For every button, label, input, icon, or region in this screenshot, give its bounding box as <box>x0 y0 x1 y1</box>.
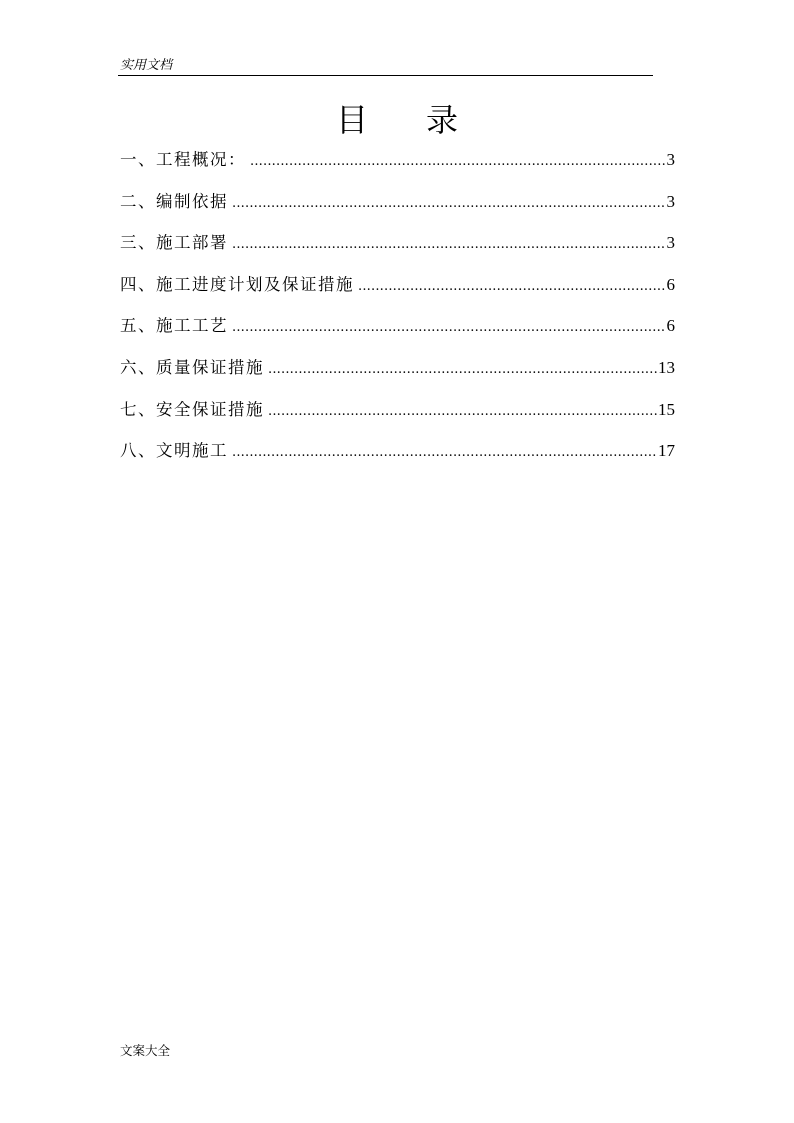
dot-leader <box>232 232 666 258</box>
toc-entry-page: 3 <box>666 150 675 169</box>
dot-leader <box>268 399 657 425</box>
toc-entry-7[interactable] <box>120 397 675 439</box>
toc-entry-5[interactable] <box>120 313 675 355</box>
dot-leader <box>232 191 666 217</box>
toc-title: 目录 <box>335 101 516 139</box>
toc-entry-label: 三、施工部署 <box>120 233 228 253</box>
toc-entry-page: 6 <box>666 316 675 336</box>
dot-leader <box>268 357 657 383</box>
toc-entry-4[interactable] <box>120 272 675 314</box>
toc-entry-label: 四、施工进度计划及保证措施 <box>120 274 354 294</box>
dot-leader <box>232 440 657 466</box>
toc-entry-1[interactable] <box>120 147 675 189</box>
toc-entry-8[interactable] <box>120 438 675 480</box>
toc-entry-label: 一、工程概况： <box>120 150 246 169</box>
toc-entry-page: 13 <box>658 357 675 377</box>
toc-entry-label: 五、施工工艺 <box>120 316 228 336</box>
toc-entry-6[interactable] <box>120 355 675 397</box>
toc-entry-label: 八、文明施工 <box>120 441 228 461</box>
dot-leader <box>358 274 666 300</box>
toc-entry-label: 六、质量保证措施 <box>120 357 264 377</box>
running-footer: 文案大全 <box>120 1043 171 1058</box>
dot-leader <box>250 149 666 175</box>
toc-entry-page: 15 <box>658 399 675 419</box>
toc-entry-label: 七、安全保证措施 <box>120 399 264 419</box>
toc-entry-page: 6 <box>666 274 675 294</box>
header-divider <box>118 75 653 76</box>
running-header: 实用文档 <box>120 58 173 73</box>
toc-entry-page: 17 <box>658 441 675 461</box>
dot-leader <box>232 315 666 341</box>
toc-entry-label: 二、编制依据 <box>120 191 228 211</box>
toc-entry-2[interactable] <box>120 189 675 231</box>
toc-entry-page: 3 <box>666 233 675 253</box>
toc-entry-page: 3 <box>666 191 675 211</box>
table-of-contents <box>120 147 675 480</box>
toc-entry-3[interactable] <box>120 230 675 272</box>
